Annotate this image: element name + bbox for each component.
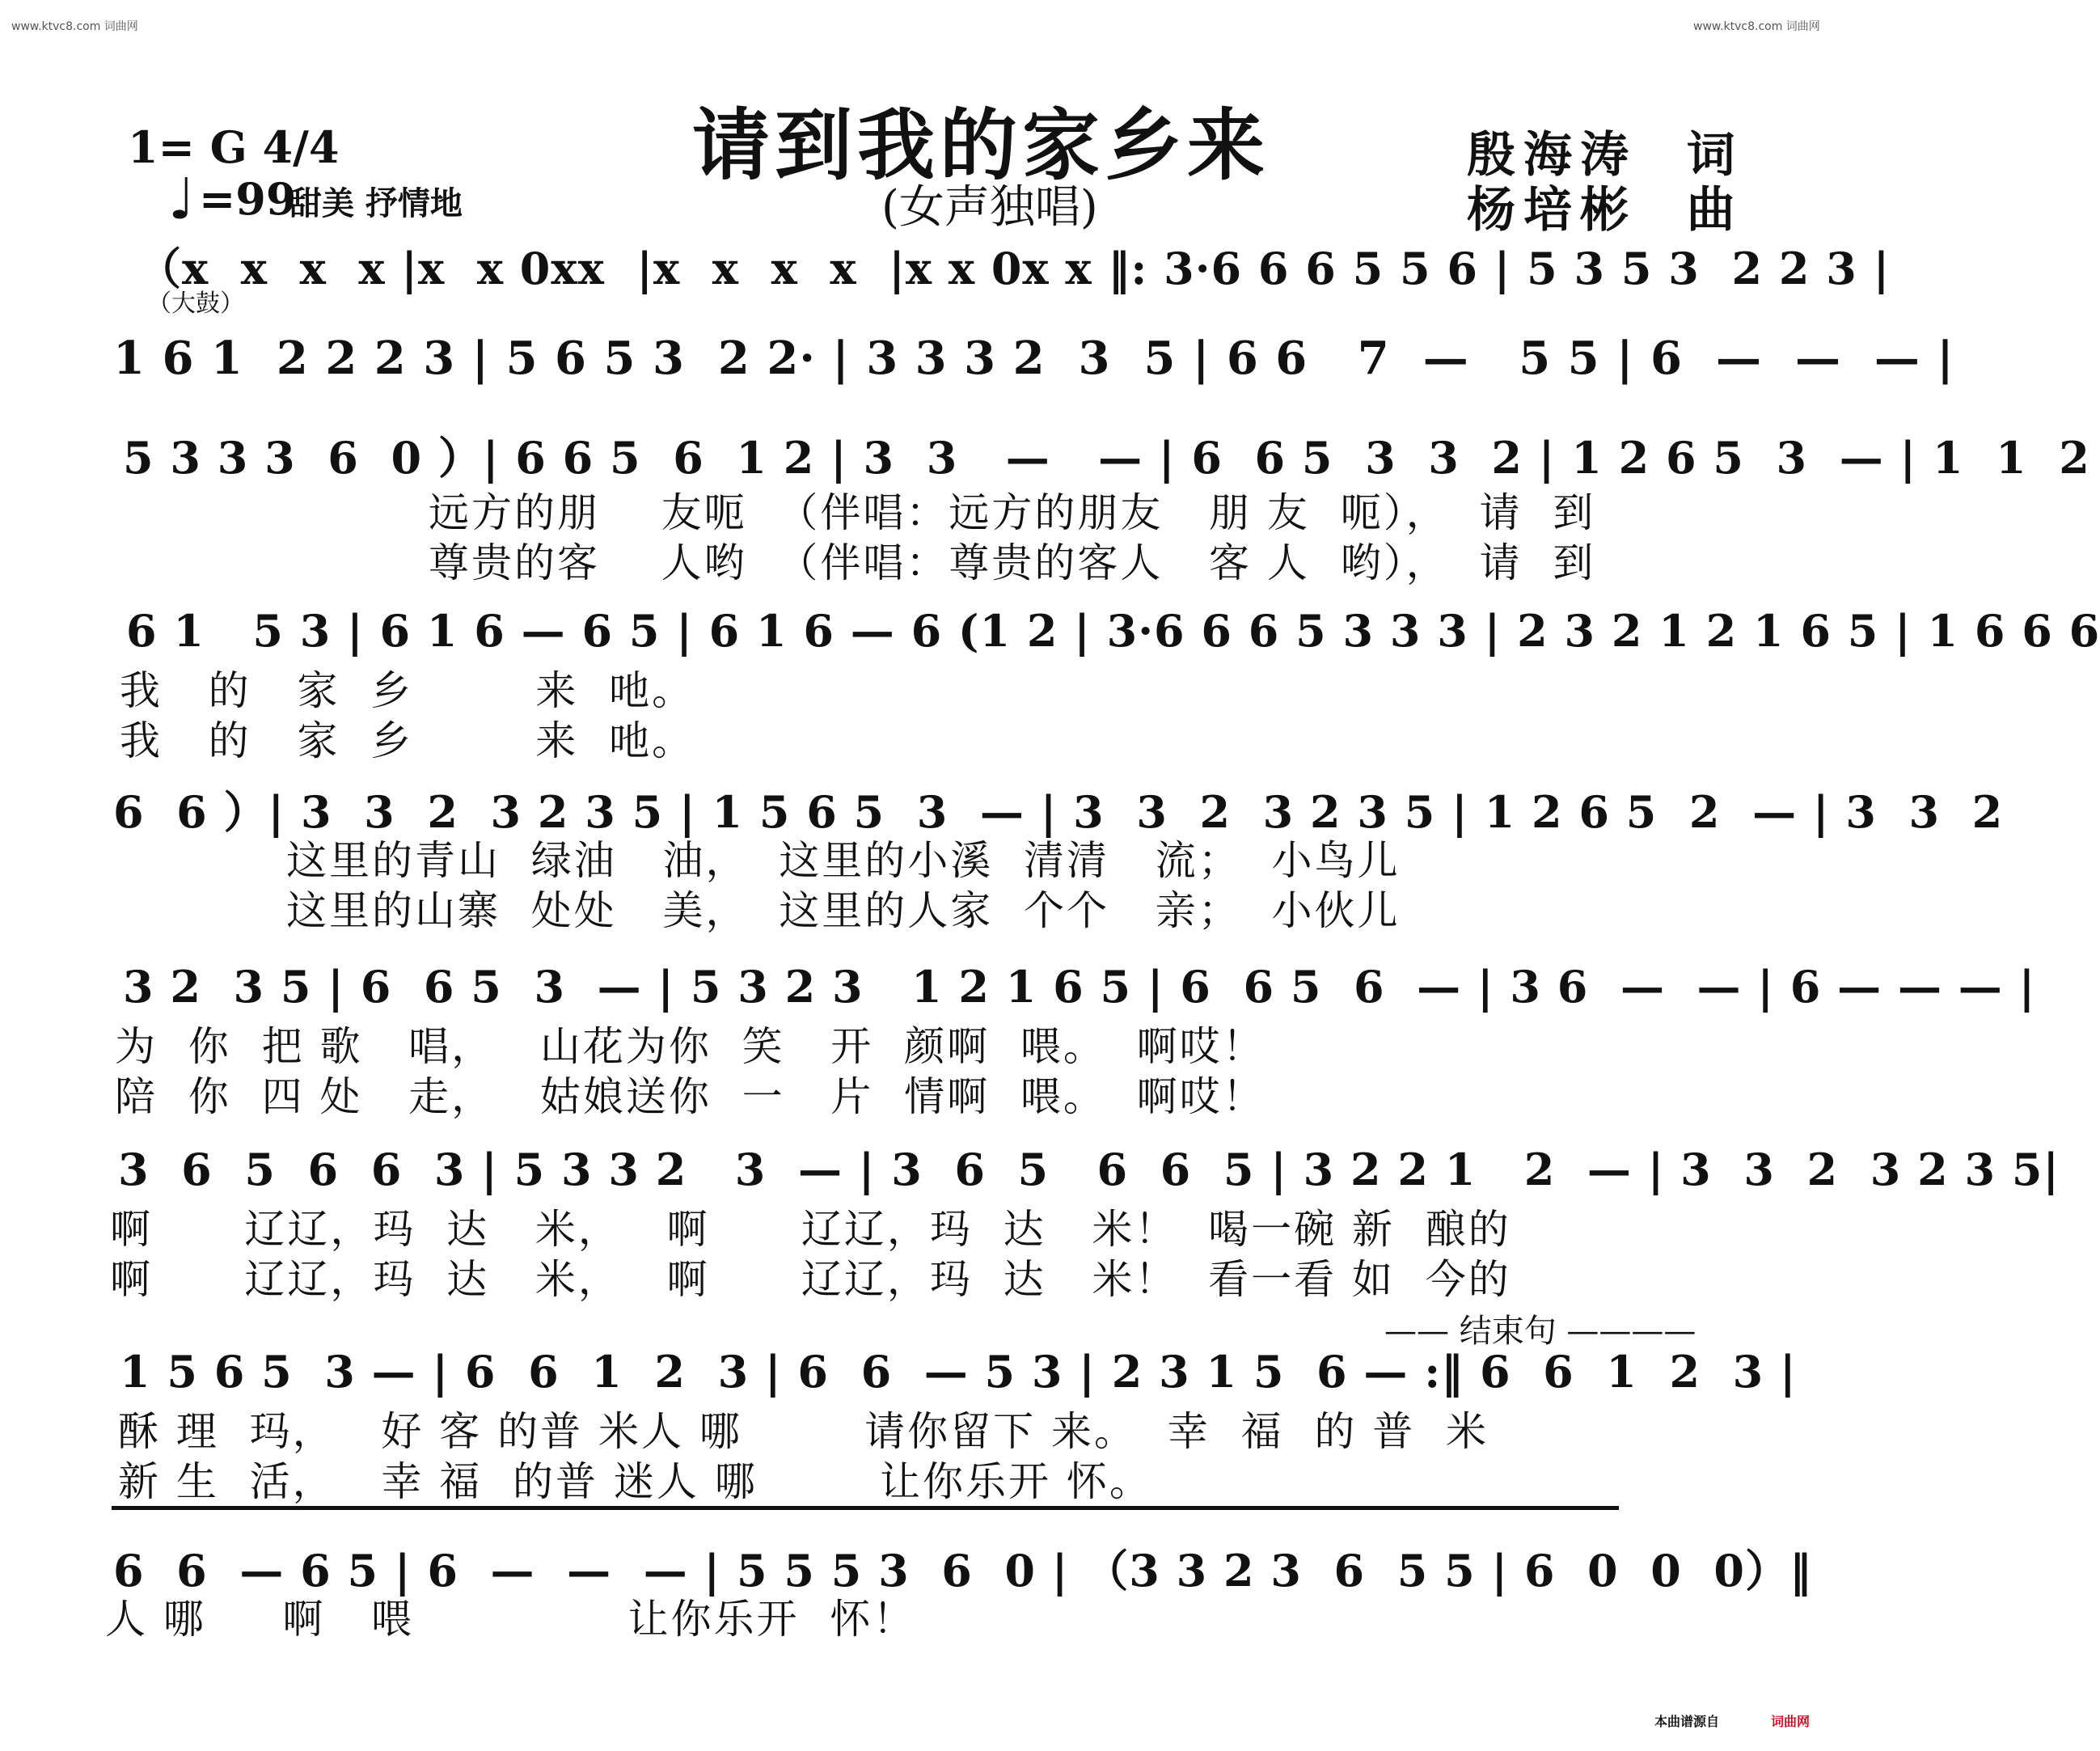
lyric-line-8-verse-1: 酥 理 玛， 好 客 的普 米人 哪 请你留下 来。 幸 福 的 普 米 — [118, 1408, 1489, 1455]
lyric-line-8-verse-2: 新 生 活， 幸 福 的普 迷人 哪 让你乐开 怀。 — [118, 1458, 1152, 1505]
score-line-4: 6 1 5 3 | 6 1 6 — 6 5 | 6 1 6 — 6 (1 2 | 3·6 6 6 5 3 3 3 | 2 3 2 1 2 1 6 5 | 1 6 6 6 — [126, 605, 2100, 657]
lyric-line-5-verse-2: 这里的山寨 处处 美， 这里的人家 个个 亲； 小伙儿 — [286, 887, 1401, 934]
score-line-6: 3 2 3 5 | 6 6 5 3 — | 5 3 2 3 1 2 1 6 5 | 6 6 5 6 — | 3 6 — — | 6 — — — | — [123, 961, 2036, 1013]
score-line-9: 6 6 — 6 5 | 6 — — — | 5 5 5 3 6 0 | （3 3 2 3 6 5 5 | 6 0 0 0）‖ — [113, 1545, 1812, 1597]
score-line-2: 1 6 1 2 2 2 3 | 5 6 5 3 2 2· | 3 3 3 2 3 5 | 6 6 7 — 5 5 | 6 — — — | — [113, 332, 1954, 385]
lyric-line-4-verse-2: 我 的 家 乡 来 吔。 — [120, 717, 695, 764]
lyric-line-6-verse-2: 陪 你 四 处 走， 姑娘送你 一 片 情啊 喂。 啊哎！ — [115, 1073, 1265, 1120]
ending-section-label: —— 结束句 ———— — [1384, 1313, 1696, 1350]
score-line-1: （x x x x |x x 0xx |x x x x |x x 0x x ‖: 3·6 6 6 5 5 6 | 5 3 5 3 2 2 3 | — [137, 243, 1891, 294]
song-title: 请到我的家乡来 — [692, 99, 1270, 191]
lyric-line-4-verse-1: 我 的 家 乡 来 吔。 — [120, 667, 695, 714]
lyricist-credit: 殷海涛 词 — [1467, 127, 1743, 184]
score-line-7: 3 6 5 6 6 3 | 5 3 3 2 3 — | 3 6 5 6 6 5 | 3 2 2 1 2 — | 3 3 2 3 2 3 5| — [118, 1144, 2060, 1195]
brand-link[interactable]: 词曲网 — [1771, 1714, 1811, 1729]
lyric-line-9-verse-1: 人 哪 啊 喂 让你乐开 怀！ — [105, 1596, 916, 1643]
lyric-line-3-verse-2: 尊贵的客 人哟 （伴唱：尊贵的客人 客 人 哟）， 请 到 — [429, 539, 1596, 586]
watermark-top-right: www.ktvc8.com 词曲网 — [1693, 20, 1820, 33]
key-signature: 1= G 4/4 — [128, 121, 340, 173]
song-subtitle: (女声独唱) — [881, 181, 1098, 234]
score-line-3: 5 3 3 3 6 0 ）| 6 6 5 6 1 2 | 3 3 — — | 6 6 5 3 3 2 | 1 2 6 5 3 — | 1 1 2 — [123, 432, 2090, 484]
lyric-line-5-verse-1: 这里的青山 绿油 油， 这里的小溪 清清 流； 小鸟儿 — [286, 837, 1401, 884]
expression-marking: 甜美 抒情地 — [289, 184, 463, 222]
watermark-top-left: www.ktvc8.com 词曲网 — [11, 20, 138, 33]
lyric-line-3-verse-1: 远方的朋 友呃 （伴唱：远方的朋友 朋 友 呃）， 请 到 — [429, 489, 1596, 536]
lyric-line-6-verse-1: 为 你 把 歌 唱， 山花为你 笑 开 颜啊 喂。 啊哎！ — [115, 1023, 1265, 1070]
score-line-8: 1 5 6 5 3 — | 6 6 1 2 3 | 6 6 — 5 3 | 2 3 1 5 6 — :‖ 6 6 1 2 3 | — [120, 1346, 1797, 1398]
source-label: 本曲谱源自 — [1654, 1714, 1720, 1729]
lyric-line-7-verse-1: 啊 辽辽，玛 达 米， 啊 辽辽，玛 达 米！ 喝一碗 新 酿的 — [110, 1206, 1511, 1253]
score-line-5: 6 6 ）| 3 3 2 3 2 3 5 | 1 5 6 5 3 — | 3 3 2 3 2 3 5 | 1 2 6 5 2 — | 3 3 2 — [113, 786, 2004, 838]
tempo-marking: =99 — [199, 173, 297, 225]
composer-credit: 杨培彬 曲 — [1467, 182, 1743, 239]
lyric-line-7-verse-2: 啊 辽辽，玛 达 米， 啊 辽辽，玛 达 米！ 看一看 如 今的 — [110, 1256, 1511, 1303]
section-divider — [112, 1506, 1619, 1510]
quarter-note-icon: ♩ — [168, 165, 196, 232]
drum-note: （大鼓） — [147, 290, 244, 318]
